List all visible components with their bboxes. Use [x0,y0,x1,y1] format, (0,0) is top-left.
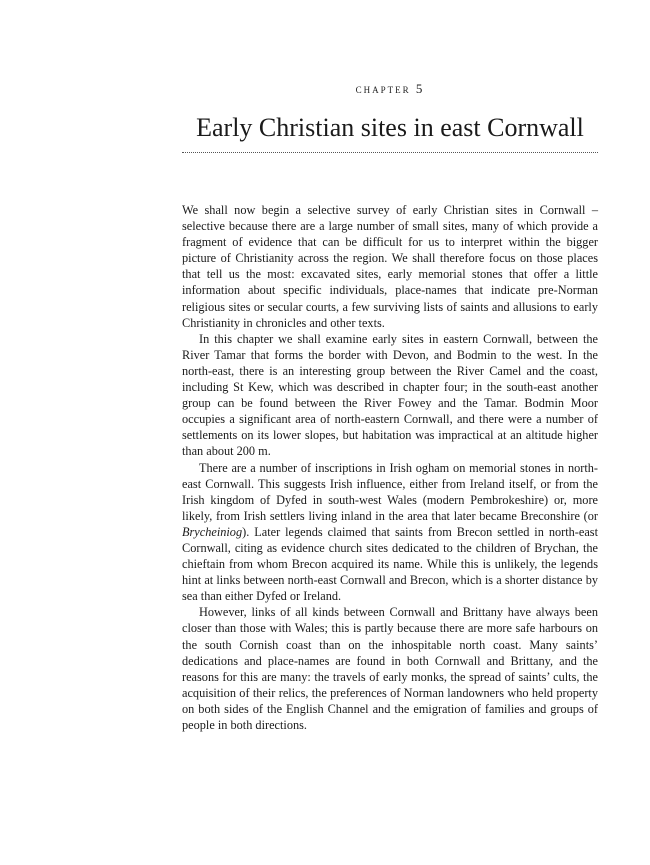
chapter-label: chapter 5 [355,81,425,96]
paragraph-3 [182,460,598,605]
dotted-divider [182,152,598,153]
body-text [182,202,598,733]
paragraph-3-italic: Brycheiniog [182,524,243,539]
paragraph-3-text-a: There are a number of inscriptions in Irish ogham on memorial stones in north-east Cornwall. This suggests Irish influence, either from Ireland itself, or from the Irish kingdom of Dyfed in south-west Wales (modern Pembrokeshire) or, more likely, from Irish settlers living inland in the area that later became Breconshire (or [182,460,598,523]
paragraph-3-text-b: ). Later legends claimed that saints from Brecon settled in north-east Cornwall, citing as evidence church sites dedicated to the children of Brychan, the chieftain from whom Brecon acquired its name. While this is unlikely, the legends hint at links between north-east Cornwall and Brecon, which is a shorter distance by sea than either Dyfed or Ireland. [182,524,598,604]
paragraph-1: We shall now begin a selective survey of early Christian sites in Cornwall – selective because there are a large number of small sites, many of which provide a fragment of evidence that can be difficult for us to interpret within the bigger picture of Christianity across the region. We shall therefore focus on those places that tell us the most: excavated sites, early memorial stones that offer a little information about specific individuals, place-names that indicate pre-Norman religious sites or secular courts, a few surviving lists of saints and allusions to early Christianity in chronicles and other texts. [182,203,598,330]
paragraph-2: In this chapter we shall examine early sites in eastern Cornwall, between the River Tamar that forms the border with Devon, and Bodmin to the west. In the north-east, there is an interesting group between the River Camel and the coast, including St Kew, which was described in chapter four; in the south-east another group can be found between the River Fowey and the Tamar. Bodmin Moor occupies a significant area of north-eastern Cornwall, and there were a number of settlements on its lower slopes, but habitation was impractical at an altitude higher than about 200 m. [182,331,598,459]
chapter-title: Early Christian sites in east Cornwall [196,113,584,142]
paragraph-4: However, links of all kinds between Cornwall and Brittany have always been closer than those with Wales; this is partly because there are more safe harbours on the south Cornish coast than on the inhospitable north coast. Many saints’ dedications and place-names are found in both Cornwall and Brittany, and the reasons for this are many: the travels of early monks, the spread of saints’ cults, the acquisition of their relics, the preferences of Norman landowners who held property on both sides of the English Channel and the emigration of families and groups of people in both directions. [182,605,598,732]
